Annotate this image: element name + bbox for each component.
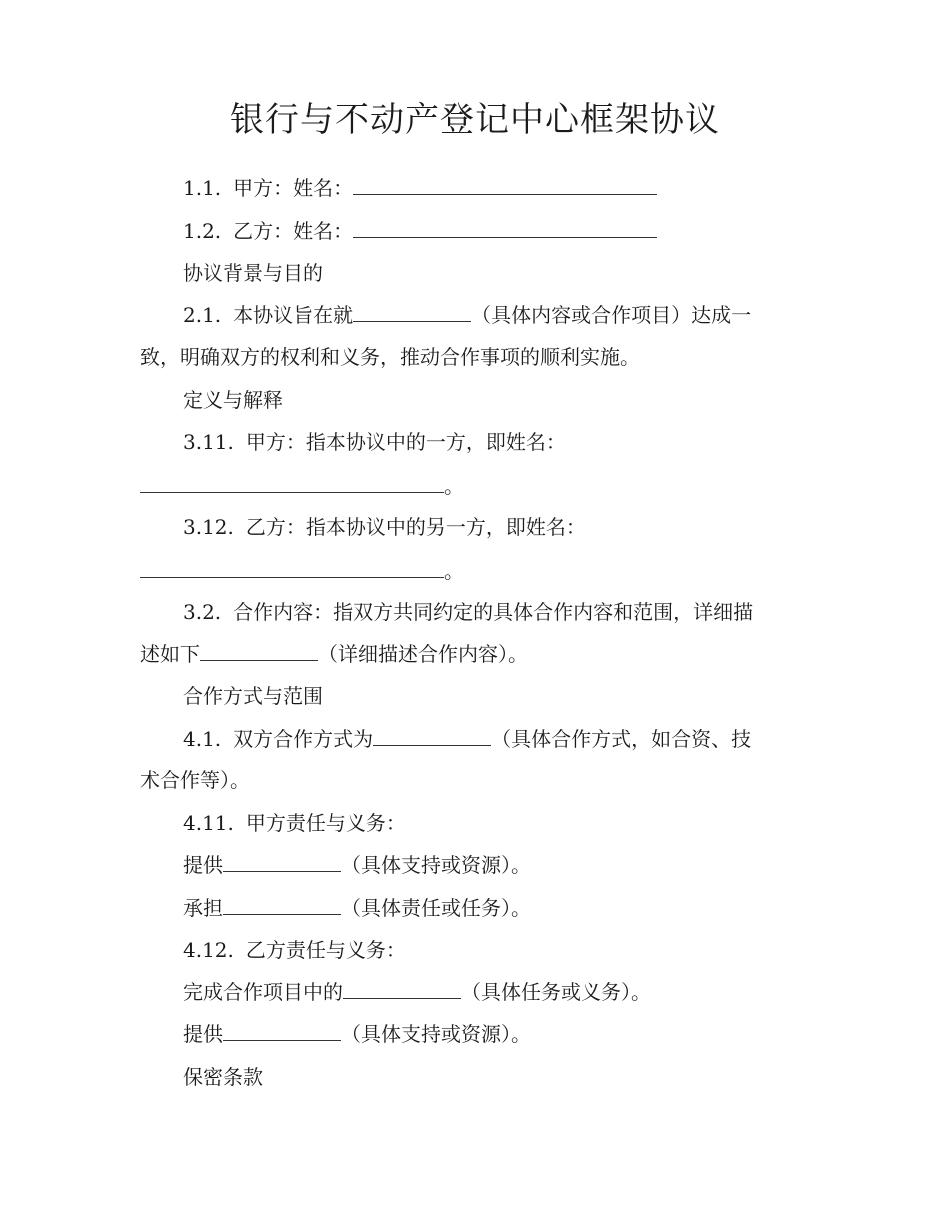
party-a-definition-blank[interactable]	[140, 472, 444, 493]
clause-text: （具体内容或合作项目）达成一	[471, 303, 752, 327]
period: 。	[444, 559, 464, 583]
clause-2-1	[0, 301, 950, 329]
period: 。	[444, 474, 464, 498]
section-heading-background: 协议背景与目的	[183, 261, 323, 285]
clause-number: 3.11.	[183, 430, 234, 454]
party-b-complete-item	[0, 978, 950, 1006]
clause-text: 本协议旨在就	[233, 303, 354, 327]
party-a-responsibility-blank[interactable]	[223, 894, 341, 915]
section-heading-scope: 合作方式与范围	[183, 684, 323, 708]
clause-3-12-continued	[0, 557, 950, 585]
clause-text: （详细描述合作内容）。	[318, 642, 528, 666]
clause-number: 4.1.	[183, 727, 222, 751]
clause-3-11	[0, 428, 950, 456]
party-b-task-blank[interactable]	[343, 978, 461, 999]
party-a-support-blank[interactable]	[223, 851, 341, 872]
clause-4-11	[0, 809, 950, 837]
clause-3-11-continued	[0, 472, 950, 500]
party-b-definition-blank[interactable]	[140, 557, 444, 578]
party-a-bear-item	[0, 894, 950, 922]
cooperation-project-blank[interactable]	[353, 301, 471, 322]
party-a-name-blank[interactable]	[353, 174, 657, 195]
clause-1-1	[0, 174, 950, 202]
item-text: 提供	[183, 853, 223, 877]
cooperation-content-blank[interactable]	[200, 640, 318, 661]
clause-2-1-continued: 致，明确双方的权利和义务，推动合作事项的顺利实施。	[140, 345, 640, 369]
clause-text: 乙方：姓名：	[233, 219, 354, 243]
clause-number: 4.11.	[183, 811, 234, 835]
item-text: （具体任务或义务）。	[461, 980, 651, 1004]
clause-number: 4.12.	[183, 938, 234, 962]
clause-number: 3.12.	[183, 515, 234, 539]
item-text: （具体支持或资源）。	[341, 853, 531, 877]
clause-4-12	[0, 936, 950, 964]
item-text: （具体支持或资源）。	[341, 1022, 531, 1046]
item-text: （具体责任或任务）。	[341, 896, 531, 920]
cooperation-mode-blank[interactable]	[373, 725, 491, 746]
clause-4-1	[0, 725, 950, 753]
clause-3-2	[0, 598, 950, 626]
section-heading-definitions: 定义与解释	[183, 388, 283, 412]
clause-text: （具体合作方式，如合资、技	[491, 727, 752, 751]
clause-4-1-continued: 术合作等）。	[140, 768, 250, 792]
document-title: 银行与不动产登记中心框架协议	[230, 100, 720, 140]
clause-text: 乙方责任与义务：	[245, 938, 406, 962]
section-heading-confidentiality: 保密条款	[183, 1065, 263, 1089]
clause-text: 甲方责任与义务：	[245, 811, 406, 835]
clause-number: 2.1.	[183, 303, 222, 327]
item-text: 提供	[183, 1022, 223, 1046]
party-b-support-blank[interactable]	[223, 1020, 341, 1041]
clause-3-2-continued	[0, 640, 950, 668]
clause-number: 1.1.	[183, 176, 222, 200]
party-a-provide-item	[0, 851, 950, 879]
clause-text: 甲方：姓名：	[233, 176, 354, 200]
clause-3-12	[0, 513, 950, 541]
clause-number: 1.2.	[183, 219, 222, 243]
clause-text: 合作内容：指双方共同约定的具体合作内容和范围，详细描	[233, 600, 754, 624]
clause-1-2	[0, 217, 950, 245]
party-b-provide-item	[0, 1020, 950, 1048]
clause-text: 甲方：指本协议中的一方，即姓名：	[245, 430, 566, 454]
clause-text: 乙方：指本协议中的另一方，即姓名：	[245, 515, 586, 539]
clause-text: 述如下	[140, 642, 200, 666]
clause-number: 3.2.	[183, 600, 222, 624]
clause-text: 双方合作方式为	[233, 727, 374, 751]
item-text: 完成合作项目中的	[183, 980, 343, 1004]
item-text: 承担	[183, 896, 223, 920]
party-b-name-blank[interactable]	[353, 217, 657, 238]
